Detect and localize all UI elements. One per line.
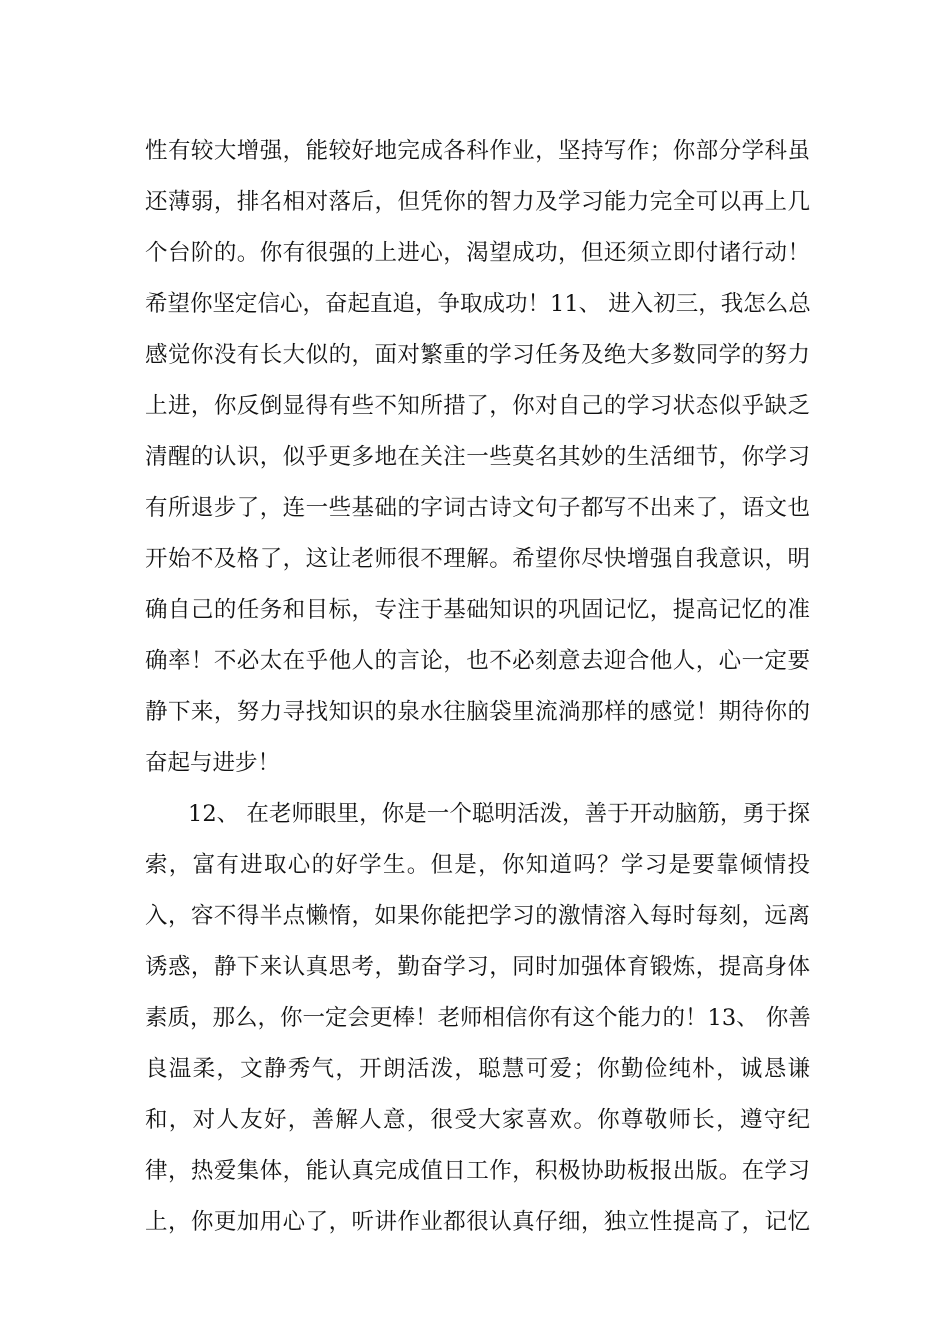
text-line: 性有较大增强，能较好地完成各科作业，坚持写作；你部分学科虽 (145, 138, 810, 164)
text-line: 清醒的认识，似乎更多地在关注一些莫名其妙的生活细节，你学习 (145, 444, 810, 470)
text-line: 素质，那么，你一定会更棒！老师相信你有这个能力的！13、 你善 (145, 1005, 811, 1031)
text-line: 12、 在老师眼里，你是一个聪明活泼，善于开动脑筋，勇于探 (188, 801, 810, 827)
text-line: 希望你坚定信心，奋起直追，争取成功！11、 进入初三，我怎么总 (145, 291, 811, 317)
text-line: 奋起与进步！ (145, 750, 281, 776)
text-line: 感觉你没有长大似的，面对繁重的学习任务及绝大多数同学的努力 (145, 342, 810, 368)
text-line: 律，热爱集体，能认真完成值日工作，积极协助板报出版。在学习 (145, 1158, 810, 1184)
text-line: 上，你更加用心了，听讲作业都很认真仔细，独立性提高了，记忆 (145, 1209, 810, 1235)
text-line: 确自己的任务和目标，专注于基础知识的巩固记忆，提高记忆的准 (145, 597, 810, 623)
text-line: 和，对人友好，善解人意，很受大家喜欢。你尊敬师长，遵守纪 (145, 1107, 810, 1133)
text-line: 索，富有进取心的好学生。但是，你知道吗？学习是要靠倾情投 (145, 852, 810, 878)
text-line: 有所退步了，连一些基础的字词古诗文句子都写不出来了，语文也 (145, 495, 810, 521)
text-line: 入，容不得半点懒惰，如果你能把学习的激情溶入每时每刻，远离 (145, 903, 810, 929)
text-line: 确率！不必太在乎他人的言论，也不必刻意去迎合他人，心一定要 (145, 648, 810, 674)
text-line: 上进，你反倒显得有些不知所措了，你对自己的学习状态似乎缺乏 (145, 393, 810, 419)
text-line: 还薄弱，排名相对落后，但凭你的智力及学习能力完全可以再上几 (145, 189, 810, 215)
text-line: 个台阶的。你有很强的上进心，渴望成功，但还须立即付诸行动！ (145, 240, 810, 266)
text-line: 静下来，努力寻找知识的泉水往脑袋里流淌那样的感觉！期待你的 (145, 699, 810, 725)
text-line: 良温柔，文静秀气，开朗活泼，聪慧可爱；你勤俭纯朴，诚恳谦 (145, 1056, 810, 1082)
text-line: 开始不及格了，这让老师很不理解。希望你尽快增强自我意识，明 (145, 546, 810, 572)
text-line: 诱惑，静下来认真思考，勤奋学习，同时加强体育锻炼，提高身体 (145, 954, 810, 980)
